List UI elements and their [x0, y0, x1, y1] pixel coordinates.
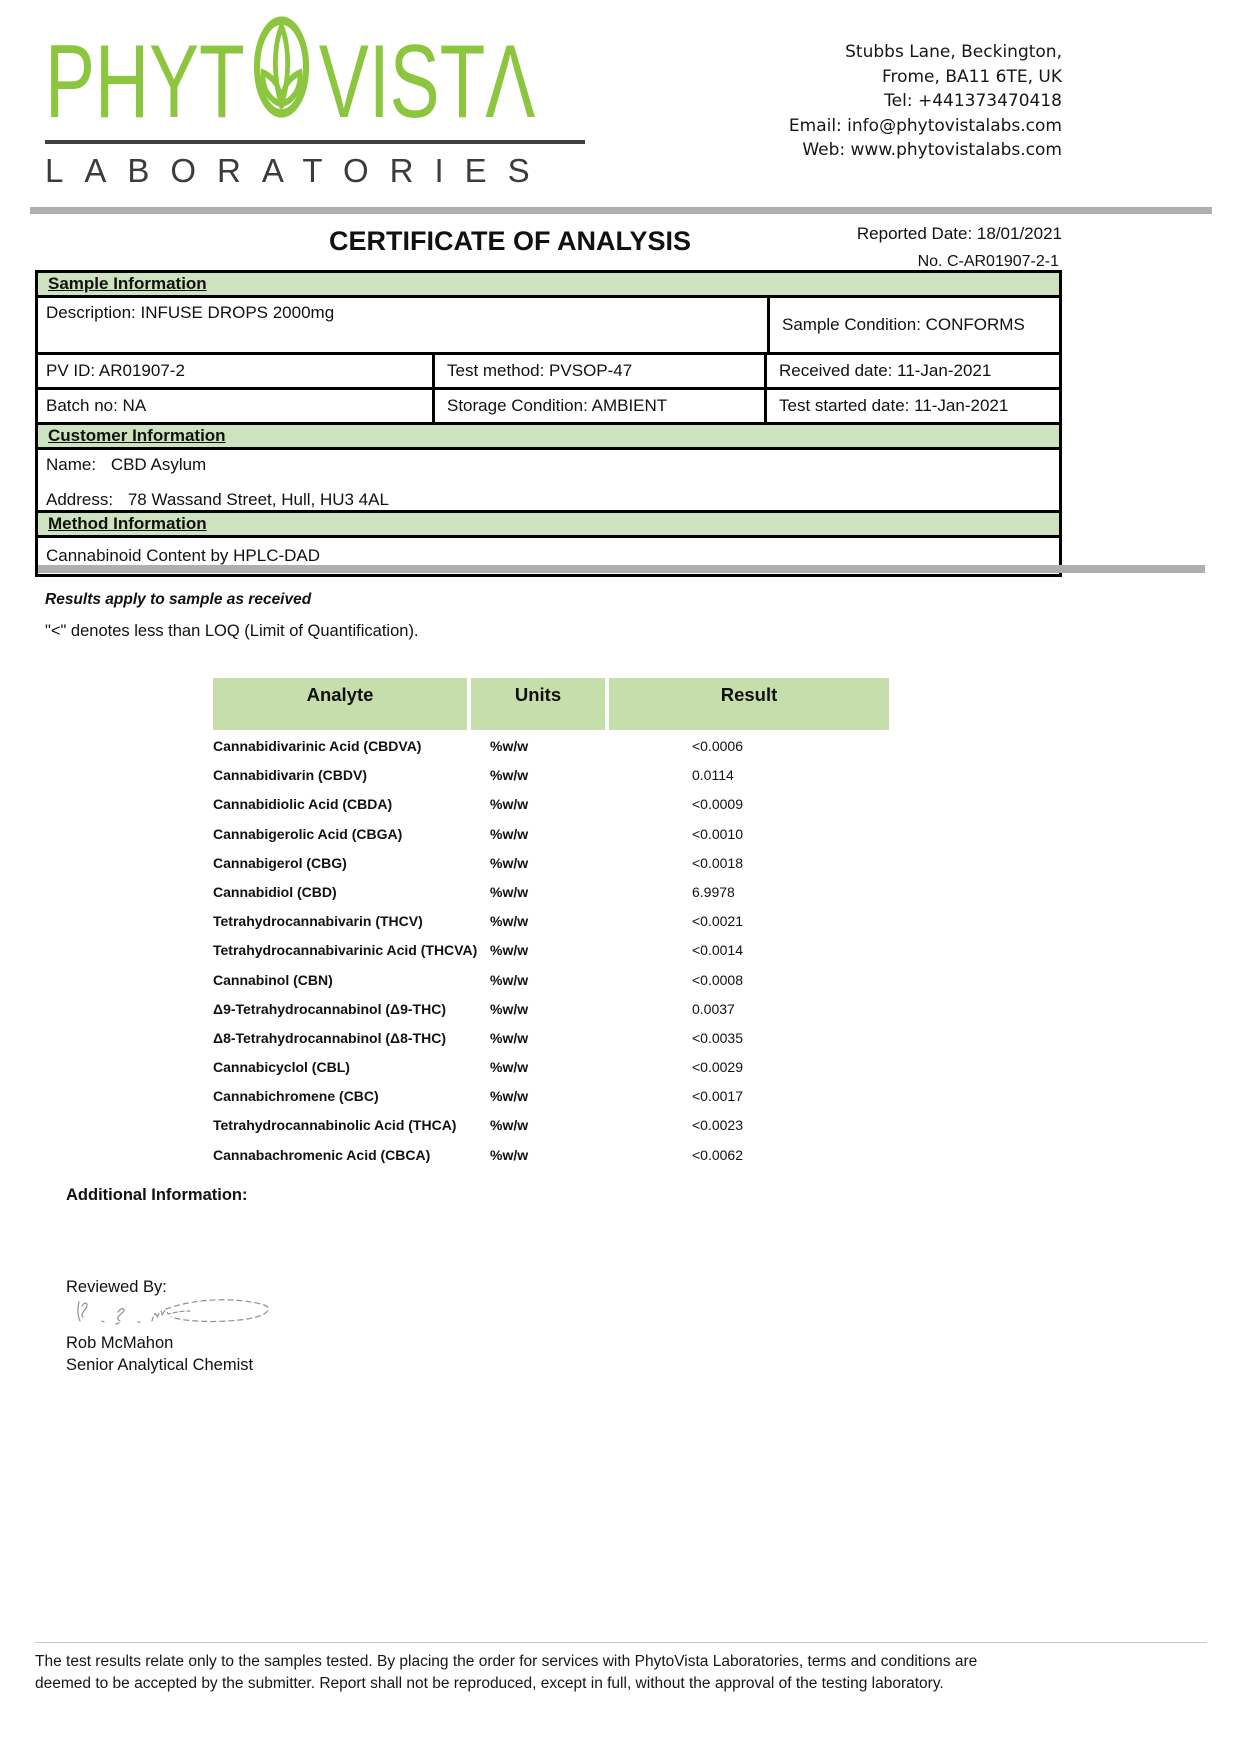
result-cell: <0.0018: [692, 854, 743, 871]
result-cell: 0.0037: [692, 1000, 735, 1017]
units-cell: %w/w: [490, 825, 529, 842]
units-cell: %w/w: [490, 854, 529, 871]
customer-address: Address: 78 Wassand Street, Hull, HU3 4AL: [46, 490, 389, 509]
table-row: [213, 884, 889, 913]
analyte-cell: Tetrahydrocannabivarin (THCV): [213, 913, 423, 930]
result-cell: <0.0009: [692, 796, 743, 813]
result-cell: <0.0010: [692, 825, 743, 842]
units-cell: %w/w: [490, 913, 529, 930]
description-row: [38, 298, 1059, 355]
analyte-cell: Cannabichromene (CBC): [213, 1088, 379, 1105]
table-row: [213, 1117, 889, 1146]
units-cell: %w/w: [490, 767, 529, 784]
reviewed-by-label: Reviewed By:: [66, 1278, 167, 1296]
results-note: Results apply to sample as received: [45, 591, 312, 608]
result-cell: <0.0062: [692, 1146, 743, 1163]
analyte-cell: Δ9-Tetrahydrocannabinol (Δ9-THC): [213, 1000, 446, 1017]
units-cell: %w/w: [490, 1059, 529, 1076]
pvid-row: [38, 355, 1059, 390]
footer-line: deemed to be accepted by the submitter. Report shall not be reproduced, except in full, without the approval of the testing laboratory.: [35, 1674, 944, 1692]
table-row: [213, 1001, 889, 1030]
customer-information-header: Customer Information: [38, 425, 1059, 450]
analyte-cell: Tetrahydrocannabivarinic Acid (THCVA): [213, 942, 478, 959]
test-method: Test method: PVSOP-47: [435, 355, 767, 387]
loq-note: "<" denotes less than LOQ (Limit of Quantification).: [45, 622, 419, 640]
analyte-cell: Cannabigerolic Acid (CBGA): [213, 825, 403, 842]
table-row: [213, 855, 889, 884]
result-cell: <0.0029: [692, 1059, 743, 1076]
analyte-cell: Cannabinol (CBN): [213, 971, 333, 988]
units-cell: %w/w: [490, 1029, 529, 1046]
section-divider-bar: [38, 565, 1205, 573]
analyte-cell: Cannabachromenic Acid (CBCA): [213, 1146, 431, 1163]
phytovista-logo: [45, 23, 590, 190]
table-row: [213, 796, 889, 825]
reviewer-name: Rob McMahon: [66, 1334, 174, 1352]
units-cell: %w/w: [490, 1088, 529, 1105]
table-row: [213, 1088, 889, 1117]
column-header-analyte: Analyte: [213, 678, 467, 730]
footer-line: The test results relate only to the samples tested. By placing the order for services with PhytoVista Laboratories, terms and conditions are: [35, 1653, 978, 1670]
table-row: [213, 942, 889, 971]
batch-row: [38, 390, 1059, 425]
units-cell: %w/w: [490, 883, 529, 900]
header-divider-bar: [30, 207, 1212, 214]
result-cell: 0.0114: [692, 767, 734, 784]
units-cell: %w/w: [490, 738, 529, 754]
table-row: [213, 972, 889, 1001]
analyte-cell: Cannabidivarin (CBDV): [213, 767, 368, 784]
additional-information-label: Additional Information:: [66, 1186, 248, 1204]
table-row: [213, 738, 889, 767]
customer-details: [38, 450, 1059, 513]
result-cell: 6.9978: [692, 883, 735, 900]
result-cell: <0.0021: [692, 913, 743, 930]
analyte-cell: Δ8-Tetrahydrocannabinol (Δ8-THC): [213, 1029, 446, 1046]
table-row: [213, 913, 889, 942]
sample-condition: Sample Condition: CONFORMS: [782, 315, 1025, 334]
units-cell: %w/w: [490, 1000, 529, 1017]
customer-name: Name: CBD Asylum: [46, 455, 207, 474]
pv-id: PV ID: AR01907-2: [38, 355, 435, 387]
page-title: CERTIFICATE OF ANALYSIS: [328, 226, 692, 256]
table-row: [213, 1059, 889, 1088]
method-description: Cannabinoid Content by HPLC-DAD: [46, 546, 321, 565]
contact-email: Email: info@phytovistalabs.com: [788, 115, 1062, 136]
logo-text-phyt: PHYT: [45, 23, 245, 140]
column-header-units: Units: [471, 678, 605, 730]
analyte-cell: Tetrahydrocannabinolic Acid (THCA): [213, 1117, 457, 1134]
contact-address-line: Frome, BA11 6TE, UK: [881, 66, 1062, 87]
report-number: No. C-AR01907-2-1: [917, 253, 1059, 270]
result-cell: <0.0006: [692, 738, 743, 754]
contact-web: Web: www.phytovistalabs.com: [802, 140, 1062, 160]
units-cell: %w/w: [490, 1117, 529, 1134]
logo-subtitle: LABORATORIES: [45, 152, 551, 189]
logo-text-a: Λ: [485, 23, 536, 140]
analyte-cell: Cannabidiolic Acid (CBDA): [213, 796, 393, 813]
result-cell: <0.0017: [692, 1088, 743, 1105]
contact-address-line: Stubbs Lane, Beckington,: [845, 42, 1062, 62]
result-cell: <0.0008: [692, 971, 743, 988]
info-table: [35, 270, 1062, 577]
table-row: [213, 767, 889, 796]
analyte-cell: Cannabigerol (CBG): [213, 854, 347, 871]
analyte-cell: Cannabicyclol (CBL): [213, 1059, 350, 1076]
units-cell: %w/w: [490, 796, 529, 813]
test-started-date: Test started date: 11-Jan-2021: [779, 396, 1009, 415]
storage-condition: Storage Condition: AMBIENT: [435, 390, 767, 422]
reviewer-title: Senior Analytical Chemist: [66, 1356, 254, 1374]
reported-date: Reported Date: 18/01/2021: [856, 224, 1062, 243]
analyte-cell: Cannabidiol (CBD): [213, 883, 337, 900]
lab-contact-info: [789, 40, 1062, 163]
footer-disclaimer: [35, 1642, 1207, 1694]
result-cell: <0.0035: [692, 1029, 743, 1046]
sample-description: Description: INFUSE DROPS 2000mg: [38, 298, 770, 352]
contact-phone: Tel: +441373470418: [884, 91, 1062, 111]
logo-text-vist: VIST: [318, 23, 486, 140]
leaf-logo-icon: [248, 15, 316, 144]
table-row: [213, 826, 889, 855]
received-date: Received date: 11-Jan-2021: [779, 361, 992, 380]
units-cell: %w/w: [490, 942, 529, 959]
table-row: [213, 1147, 889, 1176]
result-cell: <0.0023: [692, 1117, 743, 1134]
sample-information-header: Sample Information: [38, 273, 1059, 298]
analyte-cell: Cannabidivarinic Acid (CBDVA): [213, 738, 422, 754]
method-information-header: Method Information: [38, 513, 1059, 538]
results-table: [213, 678, 889, 1176]
units-cell: %w/w: [490, 1146, 529, 1163]
results-table-header: [213, 678, 889, 730]
table-row: [213, 1030, 889, 1059]
logo-wordmark: [45, 23, 536, 140]
batch-no: Batch no: NA: [38, 390, 435, 422]
results-table-body: [213, 738, 889, 1176]
result-cell: <0.0014: [692, 942, 743, 959]
units-cell: %w/w: [490, 971, 529, 988]
column-header-result: Result: [609, 678, 889, 730]
